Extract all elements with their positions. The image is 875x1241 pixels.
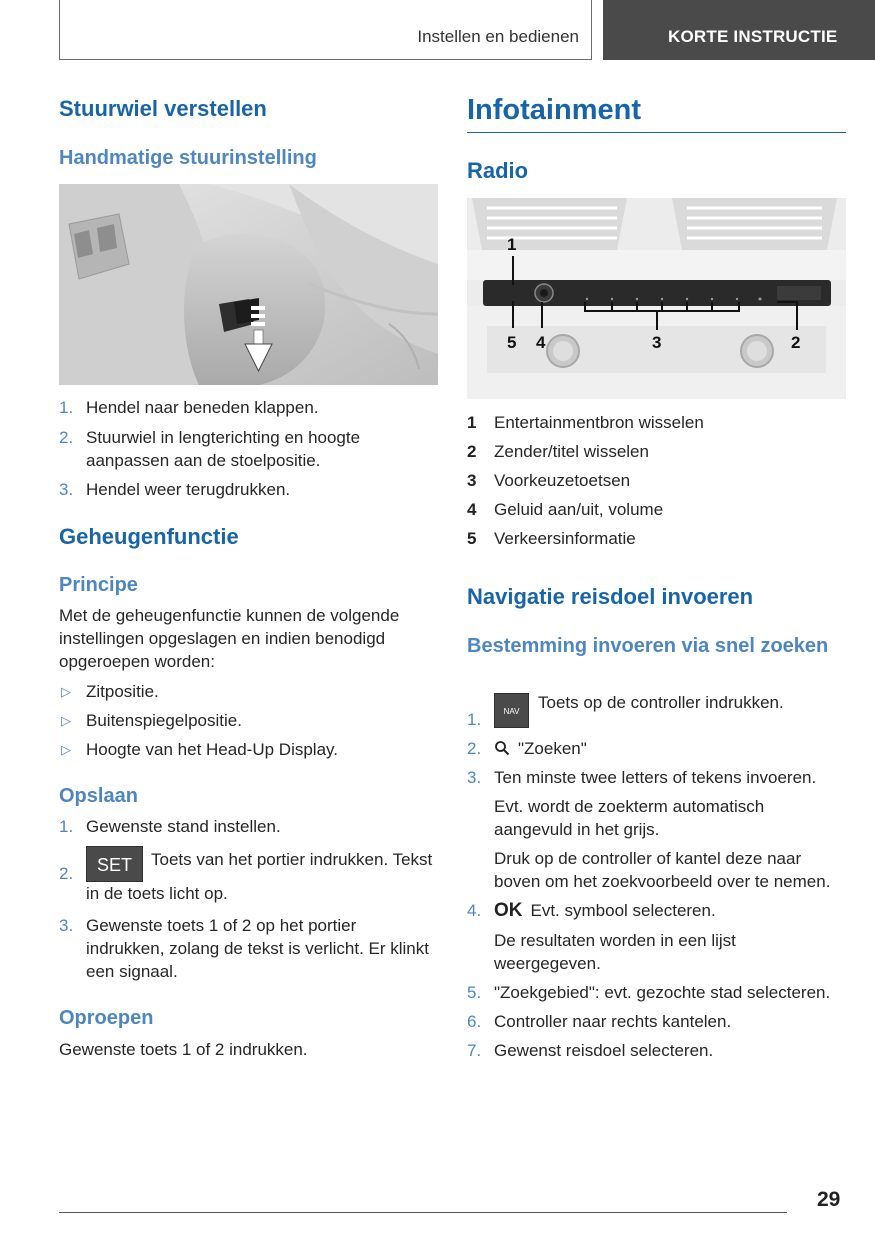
callout-2: 2 (791, 333, 801, 352)
memory-bullet: ▷ Buitenspiegelpositie. (61, 711, 242, 730)
radio-heading: Radio (467, 158, 529, 183)
store-step-2: 2. SET Toets van het portier indrukken. Tekst in de toets licht op. (59, 846, 438, 905)
triangle-bullet-icon: ▷ (61, 684, 71, 699)
header-frame (59, 0, 592, 60)
radio-legend-item: 4 Geluid aan/uit, volume (467, 500, 664, 519)
radio-legend-item: 1 Entertainmentbron wisselen (467, 413, 704, 432)
nav-step-5: 5. "Zoekgebied": evt. gezochte stad selecteren. (467, 983, 831, 1002)
nav-step-4-note: De resultaten worden in een lijst weergegeven. (494, 931, 736, 973)
nav-step-3-note: Evt. wordt de zoekterm automatisch aangevuld in het grijs. (494, 797, 765, 839)
radio-legend-item: 3 Voorkeuzetoetsen (467, 471, 631, 490)
steering-lever-photo (59, 184, 438, 385)
heading-rule (467, 132, 846, 133)
search-icon (494, 740, 510, 756)
steering-step-3: 3. Hendel weer terugdrukken. (59, 480, 291, 499)
callout-1: 1 (507, 235, 517, 254)
nav-button-icon: NAV (494, 693, 529, 728)
section-title: Instellen en bedienen (417, 27, 579, 46)
triangle-bullet-icon: ▷ (61, 742, 71, 757)
memory-bullet: ▷ Zitpositie. (61, 682, 159, 701)
nav-step-1: 1. NAV Toets op de controller indrukken. (467, 693, 784, 729)
footer-rule (59, 1212, 787, 1213)
steering-step-1: 1. Hendel naar beneden klappen. (59, 398, 319, 417)
callout-5: 5 (507, 333, 517, 352)
radio-panel-photo (467, 198, 846, 399)
triangle-bullet-icon: ▷ (61, 713, 71, 728)
set-button-icon: SET (86, 846, 143, 882)
callout-4: 4 (536, 333, 546, 352)
chapter-tab (603, 0, 875, 60)
nav-step-6: 6. Controller naar rechts kantelen. (467, 1012, 732, 1031)
infotainment-heading: Infotainment (467, 94, 641, 126)
radio-panel-illustration (467, 198, 846, 399)
nav-step-2: 2. "Zoeken" (467, 739, 587, 758)
navigation-heading: Navigatie reisdoel invoeren (467, 584, 754, 609)
store-subheading: Opslaan (59, 785, 138, 807)
steering-step-2: 2. Stuurwiel in lengterichting en hoogte aanpassen aan de stoelpositie. (59, 428, 361, 470)
radio-legend-item: 2 Zender/titel wisselen (467, 442, 649, 461)
store-step-3: 3. Gewenste toets 1 of 2 op het portier indrukken, zolang de tekst is verlicht. Er klinkt een signaal. (59, 916, 429, 981)
nav-step-7: 7. Gewenst reisdoel selecteren. (467, 1041, 714, 1060)
recall-subheading: Oproepen (59, 1007, 154, 1029)
ok-symbol-icon: OK (494, 900, 523, 921)
nav-step-4: 4. OK Evt. symbool selecteren. (467, 900, 716, 921)
nav-step-3-note: Druk op de controller of kantel deze naar boven om het zoekvoorbeeld over te nemen. (494, 849, 831, 891)
store-step-1: 1. Gewenste stand instellen. (59, 817, 281, 836)
steering-subheading: Handmatige stuurinstelling (59, 147, 317, 169)
radio-legend-item: 5 Verkeersinformatie (467, 529, 636, 548)
steering-heading: Stuurwiel verstellen (59, 96, 267, 121)
memory-bullet: ▷ Hoogte van het Head-Up Display. (61, 740, 338, 759)
navigation-subheading: Bestemming invoeren via snel zoeken (467, 635, 829, 657)
chapter-tab-label: KORTE INSTRUCTIE (668, 27, 838, 46)
nav-step-3: 3. Ten minste twee letters of tekens invoeren. (467, 768, 817, 787)
callout-3: 3 (652, 333, 662, 352)
page-number: 29 (817, 1188, 841, 1211)
memory-heading: Geheugenfunctie (59, 524, 239, 549)
principle-subheading: Principe (59, 574, 138, 596)
recall-text: Gewenste toets 1 of 2 indrukken. (59, 1040, 308, 1059)
principle-text: Met de geheugenfunctie kunnen de volgende instellingen opgeslagen en indien benodigd opgeroepen worden: (59, 606, 400, 671)
steering-lever-illustration (59, 184, 438, 385)
